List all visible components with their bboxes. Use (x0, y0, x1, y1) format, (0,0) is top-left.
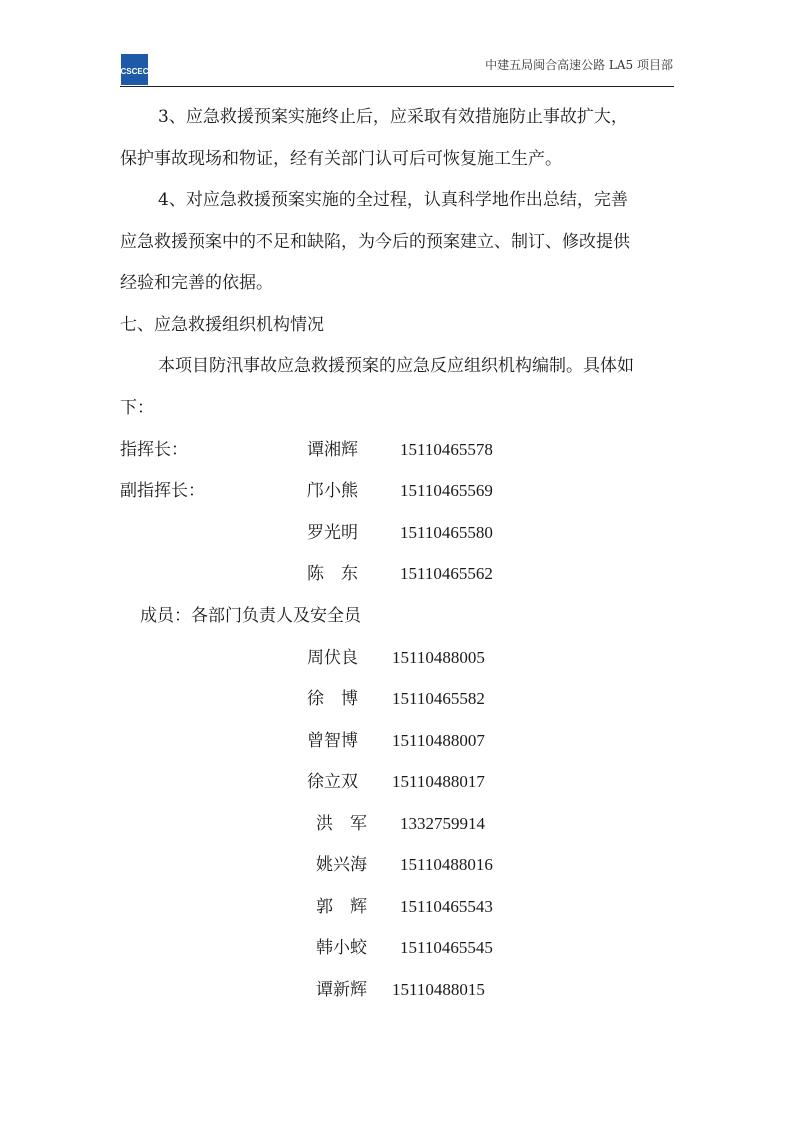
company-logo (121, 54, 148, 85)
member-phone: 15110488007 (392, 731, 485, 750)
member-phone: 15110465582 (392, 689, 485, 708)
deputy-phone: 15110465562 (400, 564, 493, 583)
deputy-name: 陈 东 (307, 564, 358, 584)
member-name: 洪 军 (316, 814, 367, 834)
deputy-name: 罗光明 (307, 523, 358, 543)
para3-line2: 保护事故现场和物证，经有关部门认可后可恢复施工生产。 (120, 149, 562, 169)
para4-line2: 应急救援预案中的不足和缺陷，为今后的预案建立、制订、修改提供 (120, 232, 630, 252)
member-phone: 15110488017 (392, 772, 485, 791)
commander-name: 谭湘辉 (307, 440, 358, 460)
member-phone: 15110465543 (400, 897, 493, 916)
member-name: 韩小蛟 (316, 938, 367, 958)
member-name: 徐立双 (307, 772, 358, 792)
intro-line2: 下： (120, 398, 154, 418)
para3-line1: 3、应急救援预案实施终止后，应采取有效措施防止事故扩大， (158, 107, 628, 127)
deputy-phone: 15110465580 (400, 523, 493, 542)
deputy-name: 邝小熊 (307, 481, 358, 501)
member-phone: 15110488016 (400, 855, 493, 874)
commander-label: 指挥长： (120, 440, 188, 460)
deputy-phone: 15110465569 (400, 481, 493, 500)
header-divider (120, 86, 674, 87)
member-name: 谭新辉 (316, 980, 367, 1000)
members-label: 成员：各部门负责人及安全员 (140, 606, 361, 626)
member-name: 姚兴海 (316, 855, 367, 875)
member-name: 徐 博 (307, 689, 358, 709)
section-title: 七、应急救援组织机构情况 (120, 315, 324, 335)
para4-line1: 4、对应急救援预案实施的全过程，认真科学地作出总结，完善 (158, 190, 628, 210)
para4-line3: 经验和完善的依据。 (120, 273, 273, 293)
member-phone: 1332759914 (400, 814, 485, 833)
deputy-label: 副指挥长： (120, 481, 205, 501)
intro-line1: 本项目防汛事故应急救援预案的应急反应组织机构编制。具体如 (158, 356, 634, 376)
member-name: 周伏良 (307, 648, 358, 668)
member-phone: 15110488005 (392, 648, 485, 667)
header-title: 中建五局闽合高速公路 LA5 项目部 (485, 58, 673, 72)
member-name: 郭 辉 (316, 897, 367, 917)
member-name: 曾智博 (307, 731, 358, 751)
commander-phone: 15110465578 (400, 440, 493, 459)
member-phone: 15110465545 (400, 938, 493, 957)
member-phone: 15110488015 (392, 980, 485, 999)
logo-text: CSCEC (121, 67, 148, 76)
